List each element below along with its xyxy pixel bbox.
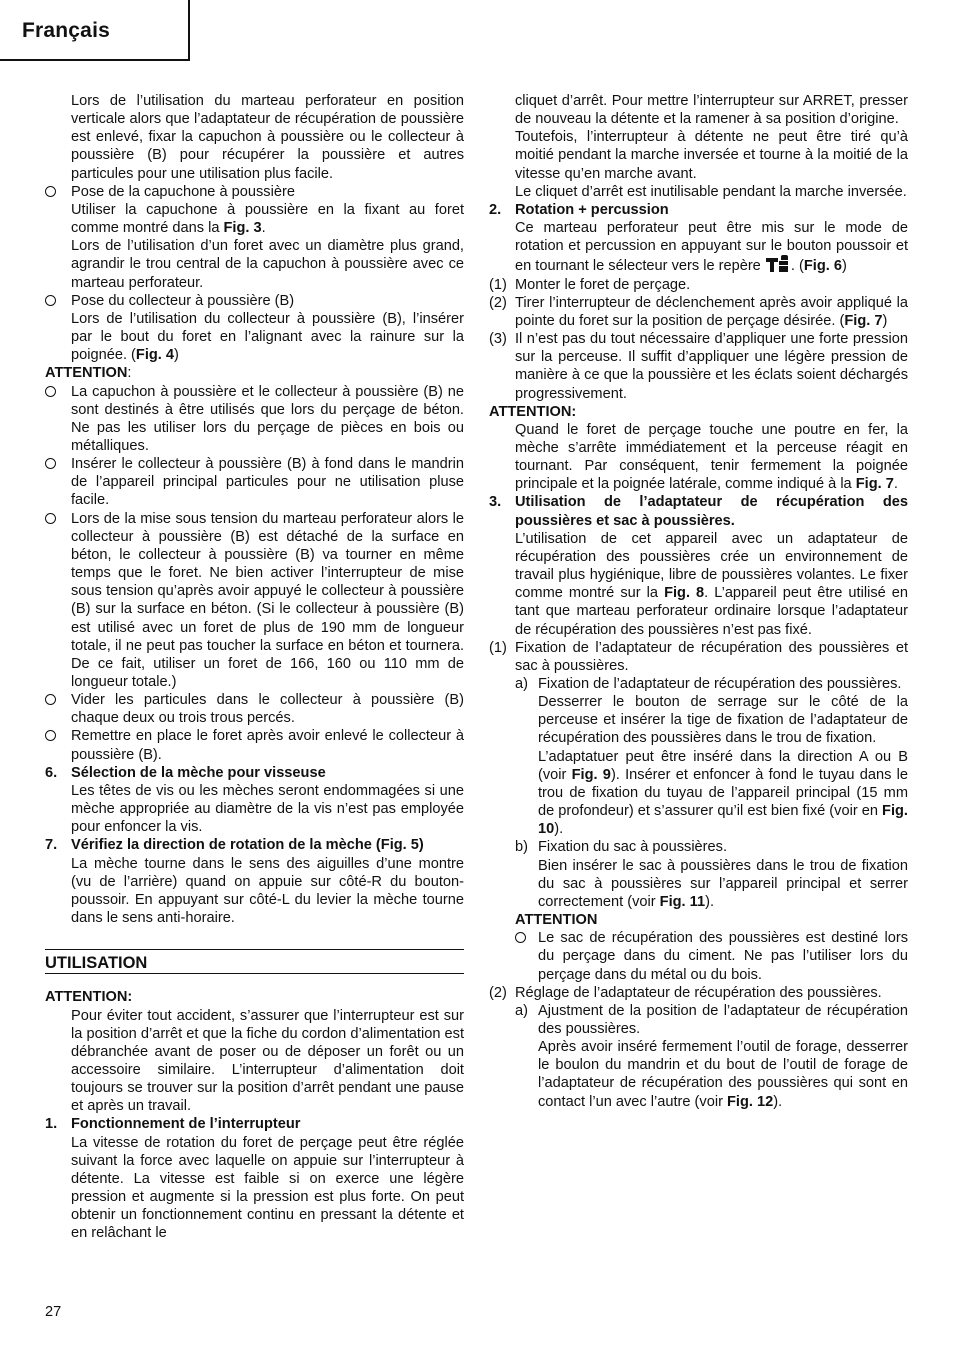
substep-1a-text-2: L’adaptatuer peut être inséré dans la direction A ou B (voir Fig. 9). Insérer et enfoncer à fond le tuyau dans le trou de fixation du tuyau de l’appareil principal (15 mm de profondeur) et s’assurer qu’il est bien fixé (voir en Fig. 10). (538, 748, 909, 838)
intro-paragraph: Lors de l’utilisation du marteau perforateur en position verticale alors que l’adaptateur de récupération de poussière est enlevé, fixar la capuchon à poussière ou le collecteur à poussière (B) pour récupérer la poussière et autres particules pour une utilisation plus facile. (71, 93, 464, 182)
bullet-circle-icon (515, 932, 526, 943)
attention-item: La capuchon à poussière et le collecteur à poussière (B) ne sont destinés à être utilisés que lors du perçage de béton. Ne pas les utiliser lors du perçage de pièces en bois ou métalliques. (45, 383, 464, 456)
attention-item: Vider les particules dans le collecteur à poussière (B) chaque deux ou trois trous percés. (45, 691, 464, 727)
section-7-text: La mèche tourne dans le sens des aiguilles d’une montre (vu de l’arrière) quand on appuie sur côté-R du bouton-poussoir. En appuyant sur côté-L du levier la mèche tourne dans le sens anti-horaire. (71, 855, 464, 927)
substep-2a-text: Après avoir inséré fermement l’outil de forage, desserrer le boulon du mandrin et du bout de l’outil de forage de l’adaptateur de récupération des poussières qui sont en contact l’un avec l’autre (voir Fig. 12). (538, 1039, 908, 1110)
section-1-heading: 1. Fonctionnement de l’interrupteur (45, 1116, 301, 1133)
attention-3-text: Quand le foret de perçage touche une poutre en fer, la mèche s’arrête immédiatement et la perceuse réagit en tournant. Par conséquent, tenir fermement la poignée principale et la poignée latérale, comme indiqué à la Fig. 7. (515, 421, 908, 493)
substep-2a: a) Ajustment de la position de l’adaptateur de récupération des poussières. (515, 1002, 908, 1037)
bullet-circle-icon (45, 694, 56, 705)
bullet-circle-icon (45, 730, 56, 741)
dust-collector-text: Lors de l’utilisation du collecteur à poussière (B), l’insérer par le bout du foret en l’alignant avec la rainure sur la poignée. (Fig. 4) (71, 310, 464, 364)
language-label: Français (22, 19, 110, 42)
bullet-circle-icon (45, 513, 56, 524)
switch-lock-text: Le cliquet d’arrêt est inutilisable pendant la marche inversée. (515, 183, 907, 200)
switch-reverse-text: Toutefois, l’interrupteur à détente ne peut être tiré qu’à moitié pendant la marche inversée et tourne à la moitié de la vitesse qu’en marche avant. (515, 129, 908, 182)
dust-cap-text: Utiliser la capuchone à poussière en la fixant au foret comme montré dans la Fig. 3. (71, 201, 464, 237)
step-2: (2) Tirer l’interrupteur de déclenchement après avoir appliqué la pointe du foret sur la position de perçage désirée. (Fig. 7) (489, 294, 908, 329)
attention-heading-4: ATTENTION (515, 912, 598, 929)
substep-1: (1) Fixation de l’adaptateur de récupération des poussières et sac à poussières. (489, 639, 908, 674)
section-6-text: Les têtes de vis ou les mèches seront endommagées si une mèche appropriée au diamètre de la vis n’est pas employée pour enfoncer la vis. (71, 782, 464, 836)
section-3-text: L’utilisation de cet appareil avec un adaptateur de récupération des poussières crée un environnement de travail plus hygiénique, libre de poussières volantes. Le fixer comme montré sur la Fig. 8. L’appareil peut être utilisé en tant que marteau perforateur ordinaire lorsque l’adaptateur de récupération des poussières n’est pas fixé. (515, 530, 909, 638)
step-3: (3) Il n’est pas du tout nécessaire d’appliquer une forte pression sur la perceuse. Il suffit d’appliquer une légère pression de manière à ce que la poussière et les éclats soient déchargés progressivement. (489, 331, 908, 402)
section-2-heading: 2. Rotation + percussion (489, 201, 669, 218)
section-7-heading: 7. Vérifiez la direction de rotation de la mèche (Fig. 5) (45, 837, 424, 854)
bullet-dust-cap: Pose de la capuchone à poussière (45, 183, 464, 201)
attention-item: Lors de la mise sous tension du marteau perforateur alors le collecteur à poussière (B) est détaché de la surface en béton, le collecteur à poussière (B) va tourner en même temps que le foret. Ne bien activer l’interrupteur de mise sous tension qu’après avoir appuyé le collecteur à poussière (B) sur la surface en béton. (Si le collecteur à poussière (B) est utilisé avec un foret de plus de 190 mm de longueur totale, il ne peut pas toucher la surface en béton et tournera. De ce fait, utiliser un foret de 166, 160 ou 110 mm de longueur totale.) (45, 510, 464, 692)
attention-4-item: Le sac de récupération des poussières est destiné lors du perçage dans du ciment. Ne pas l’utiliser lors du perçage dans du métal ou du bois. (489, 929, 908, 983)
attention-heading: ATTENTION: (45, 365, 132, 382)
section-2-text: Ce marteau perforateur peut être mis sur le mode de rotation et percussion en appuyant sur le bouton poussoir et en tournant le sélecteur vers le repère . (Fig. 6) (515, 220, 908, 275)
left-column (45, 92, 464, 1243)
dust-cap-text-2: Lors de l’utilisation d’un foret avec un diamètre plus grand, agrandir le trou central de la capuchon à poussière avec ce marteau perforateur. (71, 238, 464, 291)
attention-heading-2: ATTENTION: (45, 989, 133, 1006)
bullet-dust-collector: Pose du collecteur à poussière (B) (45, 292, 464, 310)
bullet-circle-icon (45, 295, 56, 306)
section-3-heading: 3. Utilisation de l’adaptateur de récupération des poussières et sac à poussières. (489, 494, 908, 529)
bullet-circle-icon (45, 458, 56, 469)
substep-1a: a) Fixation de l’adaptateur de récupération des poussières. (515, 676, 902, 692)
switch-continued-text: cliquet d’arrêt. Pour mettre l’interrupteur sur ARRET, presser de nouveau la détente et la ramener à sa position d’origine. (515, 93, 908, 128)
page-number: 27 (45, 1304, 62, 1320)
substep-2: (2) Réglage de l’adaptateur de récupération des poussières. (489, 984, 882, 1001)
attention-2-text: Pour éviter tout accident, s’assurer que l’interrupteur est sur la position d’arrêt et que la fiche du cordon d’alimentation est débranchée avant de poser ou de déposer un forêt ou un accessoire similaire. L’interrupteur d’alimentation doit toujours se trouver sur la position d’arrêt pendant une pause et après un travail. (71, 1007, 464, 1115)
section-6-heading: 6. Sélection de la mèche pour visseuse (45, 764, 326, 781)
hammer-drill-mode-icon (765, 255, 791, 273)
attention-heading-3: ATTENTION: (489, 403, 577, 420)
substep-1b: b) Fixation du sac à poussières. (515, 839, 728, 856)
attention-item: Remettre en place le foret après avoir enlevé le collecteur à poussière (B). (45, 727, 464, 763)
step-1: (1) Monter le foret de perçage. (489, 276, 691, 293)
section-title-utilisation: UTILISATION (45, 949, 464, 974)
substep-1a-text: Desserrer le bouton de serrage sur le côté de la perceuse et insérer la tige de fixation de l’adaptateur de récupération des poussières dans le trou de fixation. (538, 694, 908, 747)
bullet-circle-icon (45, 386, 56, 397)
attention-item: Insérer le collecteur à poussière (B) à fond dans le mandrin de l’appareil principal particules pour ne utilisation pluse facile. (45, 455, 464, 509)
language-tab (0, 0, 190, 61)
right-column (489, 92, 908, 1111)
bullet-circle-icon (45, 186, 56, 197)
substep-1b-text: Bien insérer le sac à poussières dans le trou de fixation du sac à poussières sur l’appareil principal et serrer correctement (voir Fig. 11). (538, 857, 908, 910)
section-1-text: La vitesse de rotation du foret de perçage peut être réglée suivant la force avec laquelle on appuie sur l’interrupteur à détente. La vitesse est faible si on exerce une légère pression et augmente si la pression est plus forte. On peut obtenir un fonctionnement continu en pressant la détente et en relâchant le (71, 1134, 464, 1242)
